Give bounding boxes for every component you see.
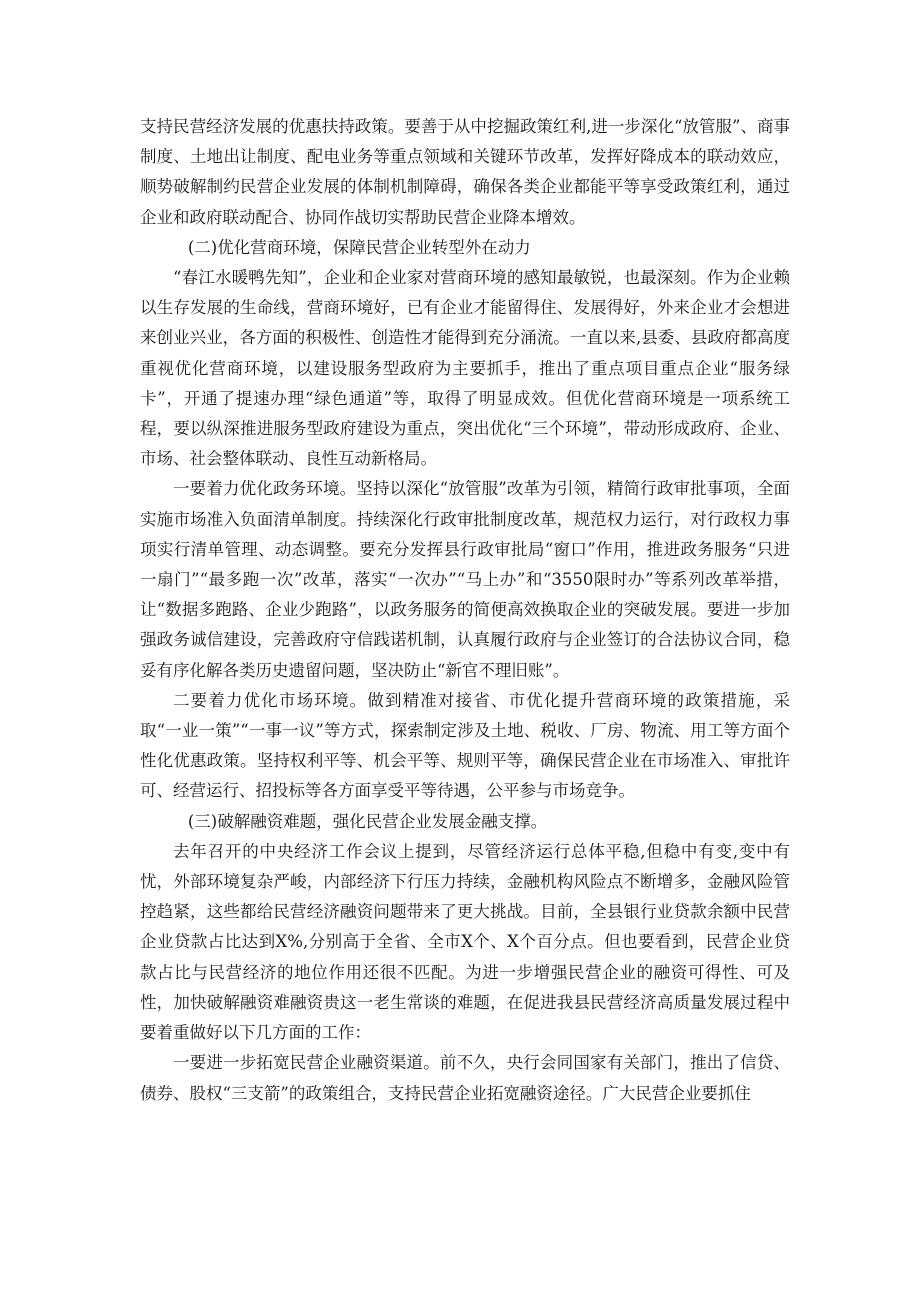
paragraph-market-environment: 二要着力优化市场环境。做到精准对接省、市优化提升营商环境的政策措施，采取“一业一策”“一事一议”等方式，探索制定涉及土地、税收、厂房、物流、用工等方面个性化优惠政策。坚持权利平等、机会平等、规则平等，确保民营企业在市场准入、审批许可、经营运行、招投标等各方面享受平等待遇，公平参与市场竞争。 bbox=[140, 690, 790, 801]
paragraph-financing-channels: 一要进一步拓宽民营企业融资渠道。前不久，央行会同国家有关部门，推出了信贷、债券、股权“三支箭”的政策组合，支持民营企业拓宽融资途径。广大民营企业要抓住 bbox=[140, 1053, 790, 1103]
paragraph-financing-intro: 去年召开的中央经济工作会议上提到，尽管经济运行总体平稳,但稳中有变,变中有忧，外部环境复杂严峻，内部经济下行压力持续，金融机构风险点不断增多，金融风险管控趋紧，这些都给民营经济融资问题带来了更大挑战。目前，全县银行业贷款余额中民营企业贷款占比达到X%,分别高于全省、全市X个、X个百分点。但也要看到，民营企业贷款占比与民营经济的地位作用还很不匹配。为进一步增强民营企业的融资可得性、可及性，加快破解融资难融资贵这一老生常谈的难题，在促进我县民营经济高质量发展过程中要着重做好以下几方面的工作： bbox=[140, 841, 790, 1043]
paragraph-business-environment-intro: “春江水暖鸭先知”，企业和企业家对营商环境的感知最敏锐，也最深刻。作为企业赖以生存发展的生命线，营商环境好，已有企业才能留得住、发展得好，外来企业才会想进来创业兴业，各方面的积极性、创造性才能得到充分涌流。一直以来,县委、县政府都高度重视优化营商环境，以建设服务型政府为主要抓手，推出了重点项目重点企业“服务绿卡”，开通了提速办理“绿色通道”等，取得了明显成效。但优化营商环境是一项系统工程，要以纵深推进服务型政府建设为重点，突出优化“三个环境”，带动形成政府、企业、市场、社会整体联动、良性互动新格局。 bbox=[140, 268, 790, 469]
section-heading-financing: (三)破解融资难题，强化民营企业发展金融支撑。 bbox=[187, 811, 548, 831]
section-heading-business-environment: (二)优化营商环境，保障民营企业转型外在动力 bbox=[187, 237, 531, 257]
paragraph-policy-continuation: 支持民营经济发展的优惠扶持政策。要善于从中挖掘政策红利,进一步深化“放管服”、商事制度、土地出让制度、配电业务等重点领域和关键环节改革，发挥好降成本的联动效应，顺势破解制约民营企业发展的体制机制障碍，确保各类企业都能平等享受政策红利，通过企业和政府联动配合、协同作战切实帮助民营企业降本增效。 bbox=[140, 117, 790, 227]
document-body bbox=[140, 112, 790, 1109]
paragraph-government-environment: 一要着力优化政务环境。坚持以深化“放管服”改革为引领，精简行政审批事项，全面实施市场准入负面清单制度。持续深化行政审批制度改革，规范权力运行，对行政权力事项实行清单管理、动态调整。要充分发挥县行政审批局“窗口”作用，推进政务服务“只进一扇门”“最多跑一次”改革，落实“一次办”“马上办”和“3550限时办”等系列改革举措，让“数据多跑路、企业少跑路”，以政务服务的简便高效换取企业的突破发展。要进一步加强政务诚信建设，完善政府守信践诺机制，认真履行政府与企业签订的合法协议合同，稳妥有序化解各类历史遗留问题，坚决防止“新官不理旧账”。 bbox=[140, 479, 790, 680]
